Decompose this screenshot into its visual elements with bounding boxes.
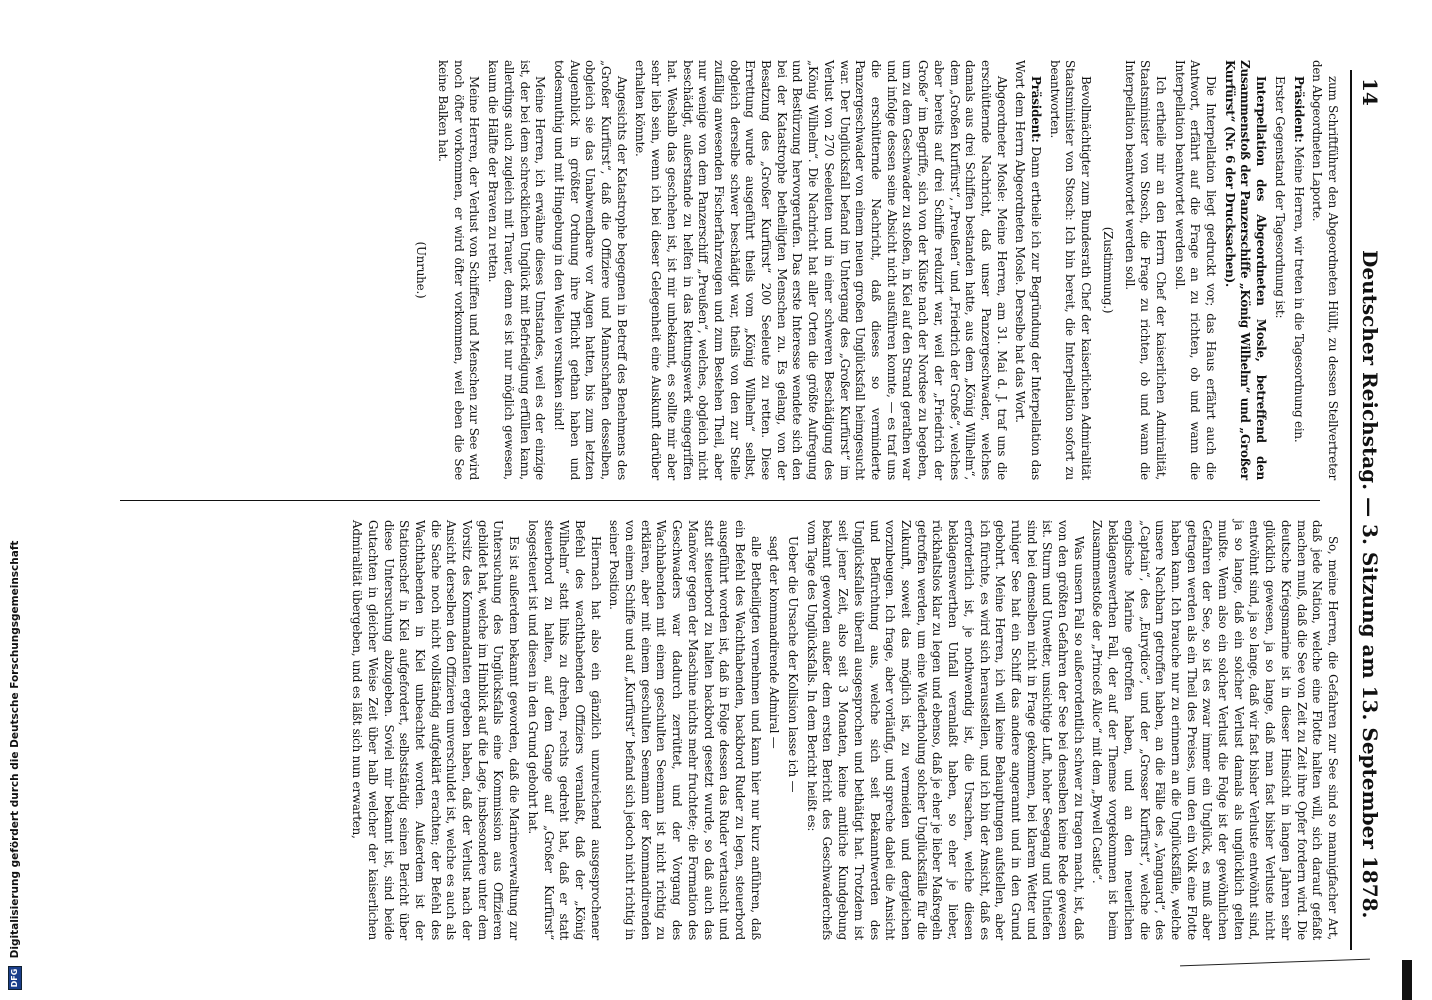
body-paragraph: sagt der kommandirende Admiral — [767, 536, 782, 749]
speaker-text: Meine Herren, wir treten in die Tagesordnung ein. [1291, 146, 1306, 443]
agenda-item: Interpellation des Abgeordneten Mosle, betreffend den Zusammenstoß der Panzerschiffe „König Wilhelm“ und „Großer Kurfürst“ (Nr. 6 der Drucksachen). [1222, 60, 1269, 480]
body-paragraph: Was unsern Fall so außerordentlich schwer zu tragen macht, ist, daß von den größten Gefahren der See bei denselben keine Rede gewesen ist. Sturm und Unwetter, unsichtige Luft, hoher Seegang und Untiefen sind bei demselben nicht in Frage gekommen, bei klarem Wetter und ruhiger See hat ein Schiff das andere angerannt und in den Grund gebohrt. Meine Herren, ich will keine Behauptungen aufstellen, aber ich fürchte, es wird sich herausstellen, und ich bin der Ansicht, daß es erforderlich ist, je nothwendig ist, die Ursachen, welche diesen beklagenswerthen Unfall veranlaßt haben, so eher je lieber, rückhaltslos klar zu legen und ebenso, daß je eher je lieber Maßregeln getroffen werden, um eine Wiederholung solcher Unglücksfälle für die Zukunft, soweit das möglich ist, zu vermeiden und dergleichen vorzubeugen. Ich frage, aber vorläufig, und spreche dabei die Ansicht und Befürchtung aus, welche sich seit Bekanntwerden des Unglücksfalles überall ausgesprochen und bethätigt hat. Trotzdem ist seit jener Zeit, also seit 3 Monaten, keine amtliche Kundgebung bekannt geworden außer dem ersten Bericht des Geschwaderchefs vom Tage des Unglücksfalls. In dem Bericht heißt es: [804, 520, 1086, 940]
speaker-paragraph [1290, 60, 1306, 480]
scan-corner-mark [1402, 960, 1412, 1000]
body-paragraph: Meine Herren, der Verlust von Schiffen und Menschen zur See wird noch öfter vorkommen, er wird öfter vorkommen, weil eben die See keine Balken hat. [436, 60, 482, 480]
speaker-name: Präsident: [1291, 76, 1306, 143]
body-paragraph: Hiernach hat also ein gänzlich unzureichend ausgesprochener Befehl des wachthabenden Offiziers veranlaßt, daß der „König Wilhelm“ statt links zu drehen, rechts gedreht hat, daß er statt steuerbord zu halten, auf dem Gange auf „Großer Kurfürst“ losgesteuert ist und diesen in den Grund gebohrt hat. [525, 520, 603, 940]
body-paragraph: Ueber die Ursache der Kollision lasse ich — [786, 536, 801, 793]
page-header [1344, 40, 1384, 970]
body-paragraph: Abgeordneter Mosle: Meine Herren, am 31. Mai d. J. traf uns die erschütternde Nachricht, daß unser Panzergeschwader, welches damals aus drei Schiffen bestanden hatte, aus dem „König Wilhelm“, dem „Großen Kurfürst“, „Preußen“ und „Friedrich der Große“, welches aber bereits auf drei Schiffe reduzirt war, weil der „Friedrich der Große“ im Begriffe, sich von der Küste nach der Nordsee zu begeben, um zu dem Geschwader zu stoßen, in Kiel auf den Strand gerathen war und infolge dessen seine Absicht nicht ausführen konnte, — es traf uns die erschütternde Nachricht, daß dieses so verminderte Panzergeschwader von einem neuen großen Unglücksfall heimgesucht war. Der Unglücksfall befand im Untergang des „Großer Kurfürst“ im Verlust von 270 Seeleuten und in einer schweren Beschädigung des „König Wilhelm“. Die Nachricht hat aller Orten die größte Aufregung und Bestürzung hervorgerufen. Das erste Interesse wendete sich den bei der Katastrophe betheiligten Menschen zu. Es gelang, von der Besatzung des „Großer Kurfürst“ 200 Seeleute zu retten. Diese Errettung wurde ausgeführt theils vom „König Wilhelm“ selbst, obgleich derselbe schwer beschädigt war, theils von den zur Stelle zufällig anwesenden Fischerfahrzeugen und zum Bestehen Theil, aber nur wenige von dem Panzerschiff „Preußen“, welches, obgleich nicht beschädigt, außerstande zu helfen in das Rettungswerk eingegriffen hat. Weshalb das geschehen ist, ist mir unbekannt, es sollte mir aber sehr lieb sein, wenn ich bei dieser Gelegenheit eine Auskunft darüber erhalten könnte. [633, 60, 1009, 480]
stage-direction: (Unruhe.) [414, 241, 429, 299]
body-paragraph: Ich ertheile mir an den Herrn Chef der kaiserlichen Admiralität, Staatsminister von Stosch, die Frage zu richten, ob und wann die Interpellation beantwortet werden soll. [1122, 60, 1168, 480]
speaker-text: Dann ertheile ich zur Begründung der Interpellation das Wort dem Herrn Abgeordneten Mosle. Derselbe hat das Wort. [1013, 60, 1044, 480]
body-paragraph: Meine Herren, ich erwähne dieses Umstandes, weil es der einzige ist, der bei dem schrecklichen Unglück mit Befriedigung erfüllen kann, allerdings auch zugleich mit Trauer, denn es ist nur möglich gewesen, kaum die Hälfte der Braven zu retten. [486, 60, 548, 480]
body-paragraph: alle Betheiligten vernehmen und kann hier nur kurz anführen, daß ein Befehl des Wachthabenden, backbord Ruder zu legen, steuerbord ausgeführt worden ist, daß in Folge dessen das Ruder vertauscht und statt steuerbord zu halten backbord gesetzt wurde, so daß auch das Manöver gegen der Maschine nichts mehr fruchtete; die Formation des Geschwaders war dadurch zerrüttet, und der Vorgang des Wachhabenden mit einem geschulten Seemann ist nicht richtig zu erklären, aber mit einem geschulten Seemann der Kommandirenden von einem Schiffe und auf „Kurfürst“ befand sich jedoch nicht richtig in seiner Position. [607, 520, 763, 940]
right-column [345, 520, 1340, 940]
page-number: 14 [1358, 78, 1382, 106]
stage-direction: (Zustimmung.) [1100, 226, 1115, 314]
speaker-paragraph [1012, 60, 1043, 480]
left-column [407, 60, 1340, 480]
credit-line [8, 541, 22, 990]
page-title: Deutscher Reichstag. — 3. Sitzung am 13. September 1878. [1358, 250, 1382, 919]
column-divider [120, 500, 1320, 501]
body-paragraph: Angesichts der Katastrophe begegnen in Betreff des Benehmens des „Großer Kurfürst“, daß die Offiziere und Mannschaften desselben, obgleich sie das Unabwendbare vor Augen hatten, bis zum letzten Augenblick in größter Ordnung ihre Pflicht gethan haben und todesmuthig und mit Hingebung in den Wellen versunken sind! [551, 60, 629, 480]
body-paragraph: zum Schriftführer den Abgeordneten Hüllt, zu dessen Stellvertreter den Abgeordneten Laporte. [1310, 60, 1340, 480]
speaker-name: Präsident: [1029, 76, 1044, 143]
dfg-logo-icon: DFG [8, 966, 22, 990]
header-rule [1350, 70, 1352, 950]
body-paragraph: Es ist außerdem bekannt geworden, daß die Marineverwaltung zur Untersuchung des Unglücksfalls eine Kommission aus Offizieren gebildet hat, welche im Hinblick auf die Lage, insbesondere unter dem Vorsitz des Kommandanten ergeben haben, daß der Verlust nach der Ansicht derselben den Offizieren unverschuldet ist, welche es auch als die Sache noch nicht vollständig aufgeklärt erachten; der Befehl des Wachthabenden in Kiel unbeachtet worden. Außerdem ist der Stationschef in Kiel aufgefordert, selbstständig seinen Bericht über diese Untersuchung abzugeben. Soviel mir bekannt ist, sind beide Gutachten in gleicher Weise Zeit über halb welcher der kaiserlichen Admiralität übergeben, und es läßt sich nun erwarten, [350, 520, 522, 940]
credit-strip [0, 0, 20, 1000]
body-paragraph: Die Interpellation liegt gedruckt vor; das Haus erfährt auch die Antwort, erfährt auf die Frage an zu richten, ob und wann die Interpellation beantwortet werden soll. [1172, 60, 1219, 480]
body-paragraph: So, meine Herren, die Gefahren zur See sind so mannigfacher Art, daß jede Nation, welche eine Flotte halten will, sich darauf gefaßt machen muß, daß die See von Zeit zu Zeit ihre Opfer fordern wird. Die deutsche Kriegsmarine ist in dieser Hinsicht in langen Jahren sehr glücklich gewesen, ja so lange, daß man fast bisher Verluste nicht entwöhnt sind, ja so lange, daß wir fast bisher Verluste entwöhnt sind, ja so lange, daß ein solcher Verlust damals als unglücklich gelten mußte. Wenn also ein solcher Verlust die Folge ist der gewöhnlichen Gefahren der See, so ist es zwar immer ein Unglück, es muß aber getragen werden als ein Theil des Preises, um den ein Volk eine Flotte haben kann. Ich brauche nur zu erinnern an die Unglücksfälle, welche unsere Nachbarn getroffen haben, an die Fälle des „Vanguard“, des „Captain“, des „Eurydice“, und der „Grosser Kurfürst“, welche die englische Marine getroffen haben, und an den neuerlichen beklagenswerthen Fall, der auf der Themse vorgekommen ist beim Zusammenstoße der „Princeß Alice“ mit dem „Bywell Castle“. [1090, 520, 1340, 940]
body-paragraph: Erster Gegenstand der Tagesordnung ist: [1272, 76, 1287, 319]
credit-text: Digitalisierung gefördert durch die Deutsche Forschungsgemeinschaft [9, 540, 21, 959]
body-paragraph: Bevollmächtigter zum Bundesrath Chef der kaiserlichen Admiralität Staatsminister von Stosch: Ich bin bereit, die Interpellation sofort zu beantworten. [1047, 60, 1094, 480]
